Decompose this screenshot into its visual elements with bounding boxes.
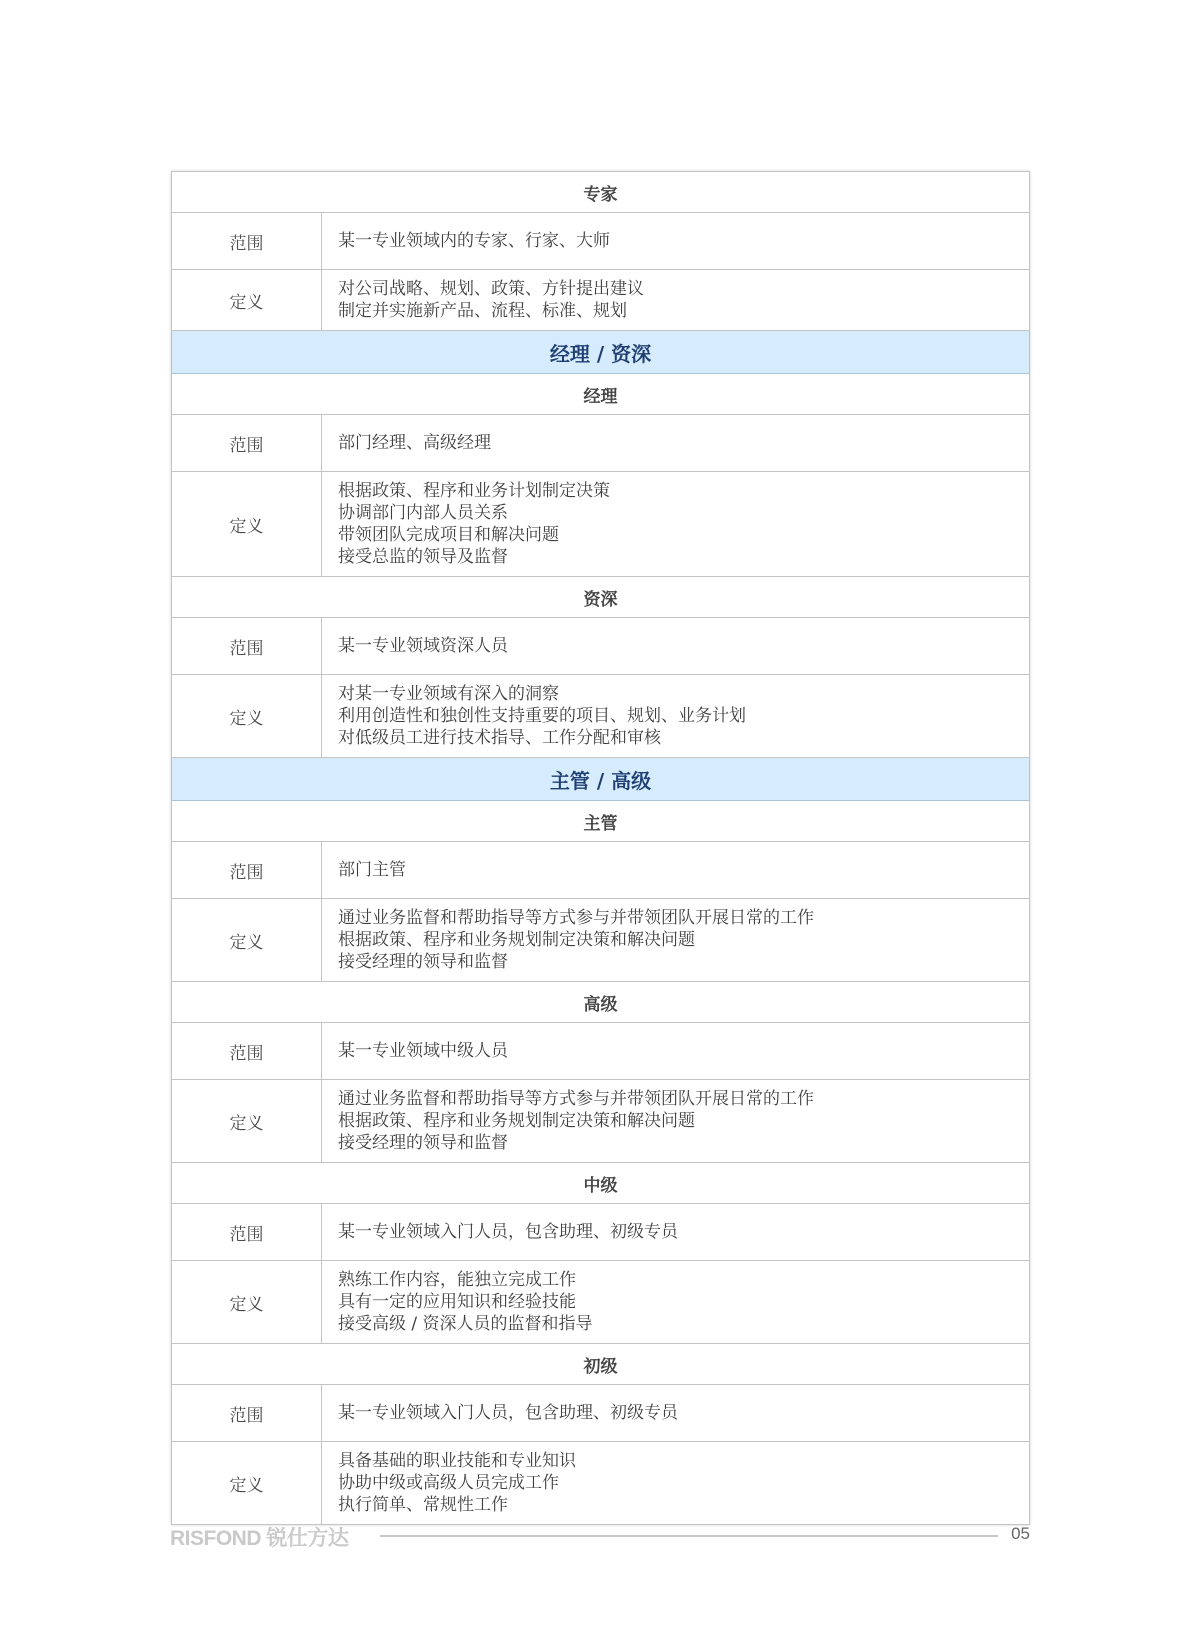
definition-line: 接受经理的领导和监督 xyxy=(338,952,508,972)
definition-line: 协助中级或高级人员完成工作 xyxy=(338,1473,559,1493)
definition-line: 熟练工作内容，能独立完成工作 xyxy=(338,1270,576,1290)
scope-label: 范围 xyxy=(172,213,322,270)
scope-value: 某一专业领域资深人员 xyxy=(322,618,1030,675)
definition-value xyxy=(322,1261,1030,1344)
definition-line: 对低级员工进行技术指导、工作分配和审核 xyxy=(338,728,661,748)
section-heading-junior xyxy=(172,1344,1030,1385)
scope-value: 部门主管 xyxy=(322,842,1030,899)
definition-line: 接受高级 / 资深人员的监督和指导 xyxy=(338,1314,593,1334)
definition-line: 通过业务监督和帮助指导等方式参与并带领团队开展日常的工作 xyxy=(338,908,814,928)
definition-line: 接受总监的领导及监督 xyxy=(338,547,508,567)
table-row xyxy=(172,1204,1030,1261)
definition-line: 对某一专业领域有深入的洞察 xyxy=(338,684,559,704)
company-logo: RISFOND 锐仕方达 xyxy=(170,1527,349,1550)
section-title: 高级 xyxy=(172,982,1030,1023)
table-row xyxy=(172,1385,1030,1442)
definition-value xyxy=(322,1442,1030,1525)
table-row xyxy=(172,842,1030,899)
scope-label: 范围 xyxy=(172,1385,322,1442)
section-title: 专家 xyxy=(172,172,1030,213)
table-row xyxy=(172,270,1030,331)
section-title: 主管 xyxy=(172,801,1030,842)
definition-label: 定义 xyxy=(172,899,322,982)
table-row xyxy=(172,618,1030,675)
definition-value xyxy=(322,899,1030,982)
scope-label: 范围 xyxy=(172,1204,322,1261)
definition-line: 执行简单、常规性工作 xyxy=(338,1495,508,1515)
scope-label: 范围 xyxy=(172,842,322,899)
scope-value: 部门经理、高级经理 xyxy=(322,415,1030,472)
band-title: 主管 / 高级 xyxy=(172,758,1030,801)
scope-label: 范围 xyxy=(172,415,322,472)
definition-line: 利用创造性和独创性支持重要的项目、规划、业务计划 xyxy=(338,706,746,726)
definition-label: 定义 xyxy=(172,1261,322,1344)
section-heading-intermediate xyxy=(172,1163,1030,1204)
table-row xyxy=(172,1080,1030,1163)
table-row xyxy=(172,1023,1030,1080)
scope-value: 某一专业领域中级人员 xyxy=(322,1023,1030,1080)
definition-label: 定义 xyxy=(172,1442,322,1525)
section-title: 中级 xyxy=(172,1163,1030,1204)
section-heading-senior xyxy=(172,577,1030,618)
scope-value: 某一专业领域内的专家、行家、大师 xyxy=(322,213,1030,270)
band-manager-senior xyxy=(172,331,1030,374)
definition-label: 定义 xyxy=(172,675,322,758)
footer-divider xyxy=(380,1535,998,1537)
definition-line: 具备基础的职业技能和专业知识 xyxy=(338,1451,576,1471)
definition-value xyxy=(322,270,1030,331)
table-row xyxy=(172,1442,1030,1525)
section-heading-manager xyxy=(172,374,1030,415)
page-number: 05 xyxy=(1011,1524,1030,1543)
definition-label: 定义 xyxy=(172,1080,322,1163)
definition-line: 协调部门内部人员关系 xyxy=(338,503,508,523)
definition-line: 制定并实施新产品、流程、标准、规划 xyxy=(338,301,627,321)
definition-line: 通过业务监督和帮助指导等方式参与并带领团队开展日常的工作 xyxy=(338,1089,814,1109)
band-supervisor-advanced xyxy=(172,758,1030,801)
scope-label: 范围 xyxy=(172,618,322,675)
definition-line: 带领团队完成项目和解决问题 xyxy=(338,525,559,545)
definition-line: 根据政策、程序和业务规划制定决策和解决问题 xyxy=(338,930,695,950)
section-heading-supervisor xyxy=(172,801,1030,842)
definition-label: 定义 xyxy=(172,472,322,577)
section-title: 经理 xyxy=(172,374,1030,415)
table-row xyxy=(172,1261,1030,1344)
definition-line: 具有一定的应用知识和经验技能 xyxy=(338,1292,576,1312)
definition-value xyxy=(322,472,1030,577)
definition-value xyxy=(322,1080,1030,1163)
section-title: 资深 xyxy=(172,577,1030,618)
section-heading-advanced xyxy=(172,982,1030,1023)
band-title: 经理 / 资深 xyxy=(172,331,1030,374)
scope-label: 范围 xyxy=(172,1023,322,1080)
definition-line: 接受经理的领导和监督 xyxy=(338,1133,508,1153)
scope-value: 某一专业领域入门人员，包含助理、初级专员 xyxy=(322,1385,1030,1442)
table-row xyxy=(172,415,1030,472)
section-title: 初级 xyxy=(172,1344,1030,1385)
table-row xyxy=(172,899,1030,982)
table-row xyxy=(172,472,1030,577)
definition-line: 根据政策、程序和业务规划制定决策和解决问题 xyxy=(338,1111,695,1131)
job-level-table xyxy=(171,171,1030,1525)
definition-label: 定义 xyxy=(172,270,322,331)
section-heading-expert xyxy=(172,172,1030,213)
definition-line: 对公司战略、规划、政策、方针提出建议 xyxy=(338,279,644,299)
definition-line: 根据政策、程序和业务计划制定决策 xyxy=(338,481,610,501)
table-row xyxy=(172,213,1030,270)
table-row xyxy=(172,675,1030,758)
page-footer xyxy=(170,1522,1030,1548)
scope-value: 某一专业领域入门人员，包含助理、初级专员 xyxy=(322,1204,1030,1261)
definition-value xyxy=(322,675,1030,758)
